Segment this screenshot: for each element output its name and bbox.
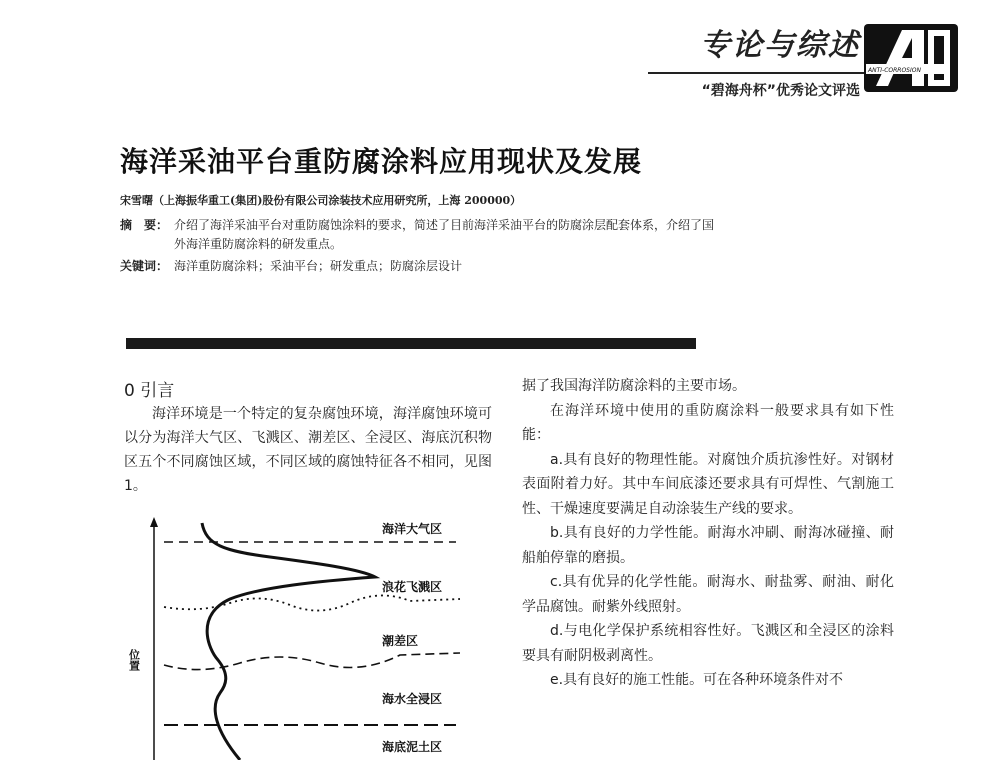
paragraph-item-b: b.具有良好的力学性能。耐海水冲刷、耐海冰碰撞、耐船舶停靠的磨损。 (522, 525, 894, 566)
paragraph-item-d: d.与电化学保护系统相容性好。飞溅区和全浸区的涂料要具有耐阴极剥离性。 (522, 623, 894, 664)
article-title: 海洋采油平台重防腐涂料应用现状及发展 (120, 145, 643, 178)
column-title: 专论与综述 (700, 28, 860, 63)
paragraph-market: 据了我国海洋防腐涂料的主要市场。 (522, 378, 746, 394)
paragraph-item-a: a.具有良好的物理性能。对腐蚀介质抗渗性好。对钢材表面附着力好。其中车间底漆还要求具有可焊性、气割施工性、干燥速度要满足自动涂装生产线的要求。 (522, 451, 894, 517)
boundary-splash (164, 595, 460, 610)
paragraph-requirements-intro: 在海洋环境中使用的重防腐涂料一般要求具有如下性能： (522, 402, 894, 443)
section-heading: 0 引言 (124, 381, 175, 401)
abstract-line-1: 介绍了海洋采油平台对重防腐蚀涂料的要求，简述了目前海洋采油平台的防腐涂层配套体系，介绍了国 (174, 218, 715, 232)
figure-1-corrosion-zones (120, 515, 490, 760)
intro-paragraph: 海洋环境是一个特定的复杂腐蚀环境，海洋腐蚀环境可以分为海洋大气区、飞溅区、潮差区、全浸区、海底沉积物区五个不同腐蚀区域，不同区域的腐蚀特征各不相同，见图1。 (124, 406, 492, 494)
keywords-text: 海洋重防腐涂料；采油平台；研发重点；防腐涂层设计 (174, 259, 463, 273)
paragraph-item-c: c.具有优异的化学性能。耐海水、耐盐雾、耐油、耐化学品腐蚀。耐紫外线照射。 (522, 574, 894, 615)
right-column (522, 374, 894, 693)
abstract-line-2: 外海洋重防腐涂料的研发重点。 (174, 237, 343, 251)
author-affiliation: 宋雪曙（上海振华重工(集团)股份有限公司涂装技术应用研究所，上海 200000） (120, 194, 522, 207)
zone-label-seabed: 海底泥土区 (382, 740, 443, 754)
zone-label-atmosphere: 海洋大气区 (382, 522, 443, 536)
abstract (120, 216, 820, 254)
y-axis-arrow (150, 517, 158, 527)
anti-corrosion-logo (862, 22, 960, 94)
boundary-tidal (164, 653, 460, 670)
zone-label-immersion: 海水全浸区 (382, 692, 443, 706)
left-column (124, 402, 492, 498)
keywords (120, 257, 462, 274)
keywords-label: 关键词： (120, 259, 169, 273)
header-rule (648, 72, 866, 74)
zone-label-tidal: 潮差区 (382, 634, 419, 648)
award-line: “碧海舟杯”优秀论文评选 (701, 83, 860, 99)
abstract-label: 摘 要： (120, 218, 169, 232)
paragraph-item-e: e.具有良好的施工性能。可在各种环境条件对不 (550, 672, 844, 688)
section-divider (126, 338, 696, 349)
zone-label-splash: 浪花飞溅区 (382, 580, 443, 594)
y-axis-label: 位置 (127, 649, 141, 671)
logo-text: ANTI-CORROSION (868, 67, 921, 74)
